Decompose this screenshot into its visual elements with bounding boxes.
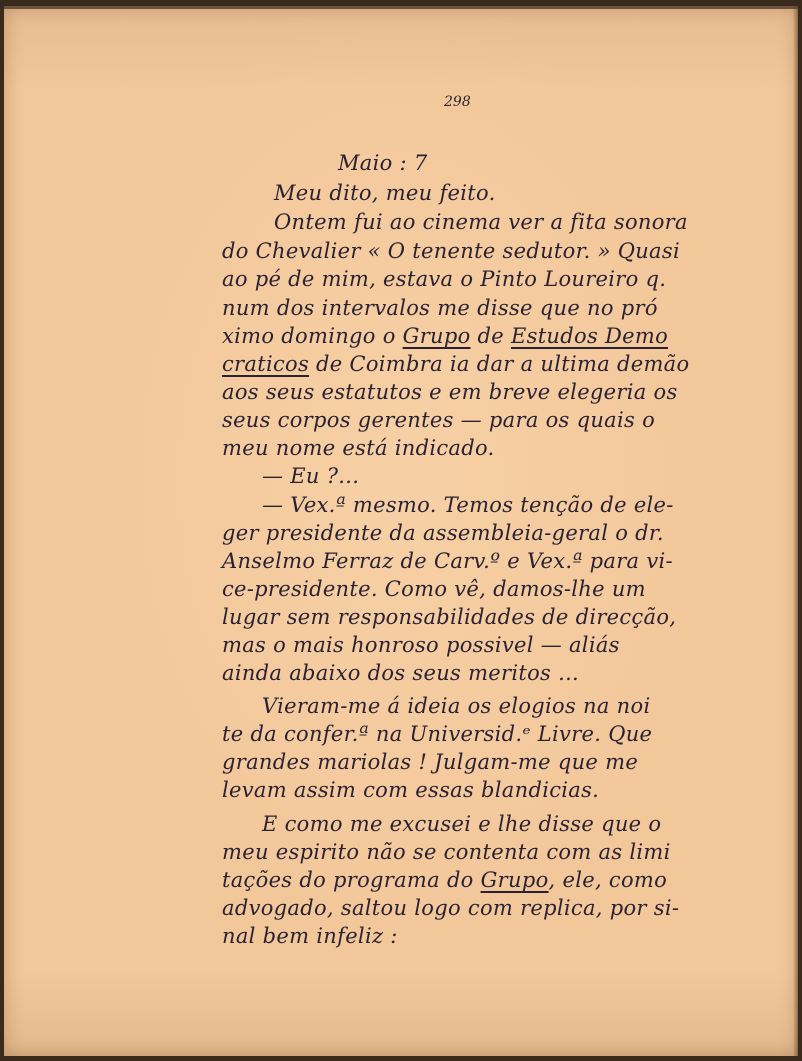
text-segment: de Coimbra ia dar a ultima demão [309, 352, 690, 376]
text-line: ger presidente da assembleia-geral o dr. [222, 521, 664, 545]
manuscript-page [4, 6, 798, 1056]
text-line: advogado, saltou logo com replica, por si- [222, 896, 680, 920]
page-right-edge [793, 6, 798, 1056]
text-line: — Vex.ª mesmo. Temos tenção de ele- [262, 493, 674, 517]
text-line: lugar sem responsabilidades de direcção, [222, 605, 677, 629]
text-segment: tações do programa do [222, 868, 481, 892]
text-line: ao pé de mim, estava o Pinto Loureiro q. [222, 267, 667, 291]
text-line: num dos intervalos me disse que no pró [222, 296, 658, 320]
date-heading: Maio : 7 [338, 151, 428, 175]
underlined-text: Grupo [402, 324, 471, 348]
text-line: ainda abaixo dos seus meritos ... [222, 661, 580, 685]
text-line [222, 870, 667, 891]
text-line [222, 326, 668, 347]
text-line: aos seus estatutos e em breve elegeria os [222, 380, 678, 404]
text-line: Vieram-me á ideia os elogios na noi [262, 694, 651, 718]
text-line: ce-presidente. Como vê, damos-lhe um [222, 577, 646, 601]
text-line: meu espirito não se contenta com as limi [222, 840, 671, 864]
text-line: E como me excusei e lhe disse que o [262, 812, 662, 836]
text-line: nal bem infeliz : [222, 924, 398, 948]
text-segment: ximo domingo o [222, 324, 403, 348]
text-line: Meu dito, meu feito. [274, 181, 496, 205]
text-line: Anselmo Ferraz de Carv.º e Vex.ª para vi- [222, 549, 673, 573]
text-line: — Eu ?... [262, 464, 360, 488]
text-line: levam assim com essas blandicias. [222, 778, 600, 802]
text-line: do Chevalier « O tenente sedutor. » Quasi [222, 239, 680, 263]
page-number: 298 [444, 94, 471, 110]
top-edge-rule [4, 6, 798, 9]
text-segment: , ele, como [548, 868, 668, 892]
text-segment: de [470, 324, 511, 348]
underlined-text: craticos [222, 352, 310, 376]
underlined-text: Estudos Demo [510, 324, 669, 348]
text-line: mas o mais honroso possivel — aliás [222, 633, 620, 657]
text-line: Ontem fui ao cinema ver a fita sonora [274, 210, 688, 234]
underlined-text: Grupo [480, 868, 549, 892]
text-line: grandes mariolas ! Julgam-me que me [222, 750, 639, 774]
text-line [222, 354, 689, 375]
text-line: seus corpos gerentes — para os quais o [222, 408, 656, 432]
text-line: meu nome está indicado. [222, 436, 495, 460]
text-line: te da confer.ª na Universid.ᵉ Livre. Que [222, 722, 653, 746]
